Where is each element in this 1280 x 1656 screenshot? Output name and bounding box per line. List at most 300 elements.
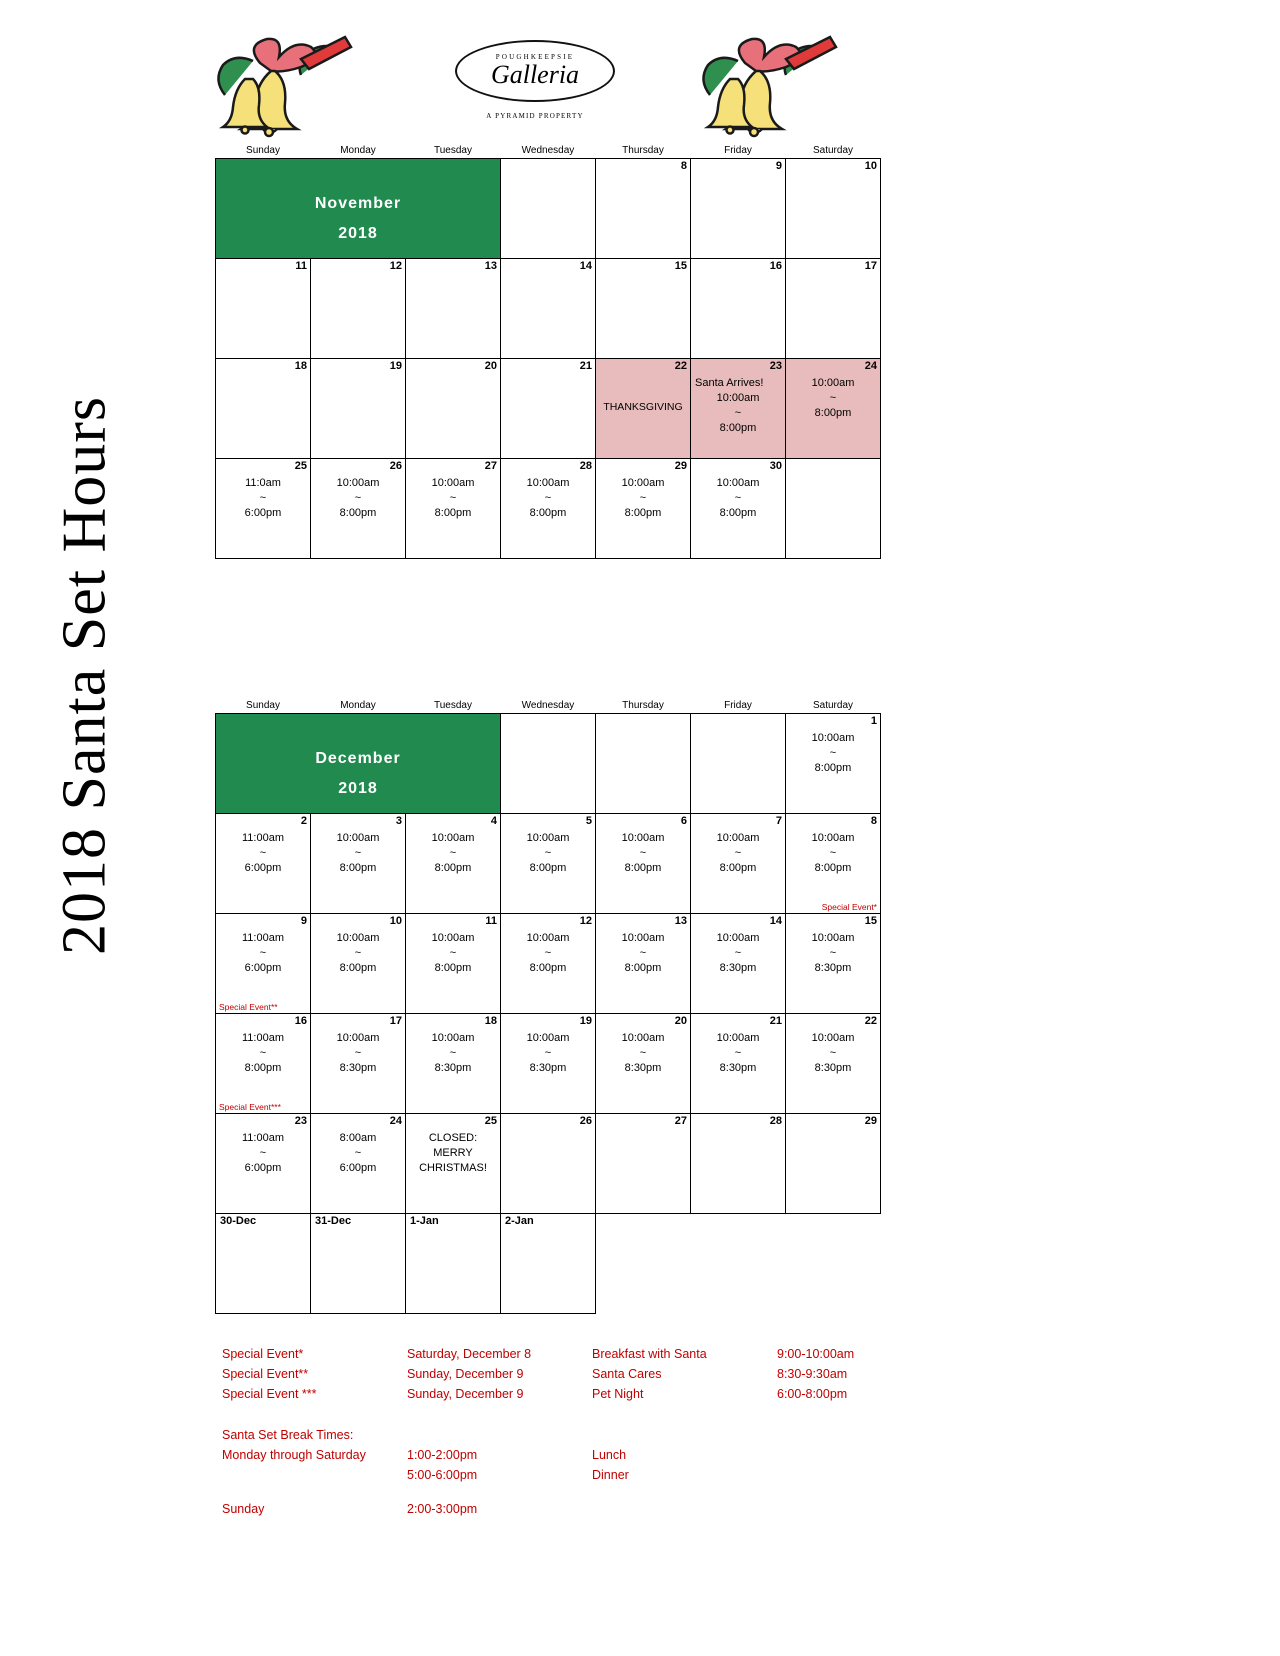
break-extra [777,1446,957,1466]
day-hours-line: 10:00am [716,391,760,404]
calendar-day-cell [406,914,501,1014]
day-number: 3 [395,815,402,827]
day-hours-line: 8:00pm [339,961,377,974]
day-number: 30-Dec [220,1215,257,1227]
day-number: 24 [864,360,877,372]
day-number: 29 [864,1115,877,1127]
legend-date: Saturday, December 8 [407,1347,532,1361]
calendar-day-cell [786,159,881,259]
day-hours [691,1027,785,1076]
legend-row [222,1385,957,1405]
day-hours [786,927,880,976]
day-hours [311,1027,405,1076]
december-calendar [215,700,881,1314]
break-days [222,1466,407,1486]
day-hours-line: ~ [449,846,457,859]
calendar-day-cell [311,914,406,1014]
calendar-week-row [216,814,881,914]
day-hours-line: 8:00pm [814,861,852,874]
calendar-day-cell [786,1014,881,1114]
break-times-row [222,1446,957,1466]
break-time: 1:00-2:00pm [407,1447,478,1462]
day-hours [501,827,595,876]
day-number: 7 [775,815,782,827]
legend-event: Breakfast with Santa [592,1347,707,1361]
day-hours-line: ~ [829,946,837,959]
weekday-saturday: Saturday [812,145,854,156]
calendar-day-cell [216,359,311,459]
day-hours [311,927,405,976]
day-hours [216,827,310,876]
calendar-day-cell [501,1214,596,1314]
calendar-day-cell [786,914,881,1014]
december-table [215,700,881,1314]
day-hours-line: CHRISTMAS! [419,1161,487,1174]
day-hours-line: ~ [734,1046,742,1059]
day-hours [786,1027,880,1076]
day-hours-line: 8:00pm [434,961,472,974]
day-hours-line: 8:00pm [719,506,757,519]
day-hours [406,927,500,976]
break-meal: Dinner [592,1467,629,1482]
logo-oval [455,40,615,102]
day-hours-line: ~ [734,406,742,419]
day-hours [406,472,500,521]
calendar-day-cell [311,359,406,459]
calendar-week-row [216,1014,881,1114]
weekday-thursday: Thursday [622,145,664,156]
day-hours [216,927,310,976]
november-calendar [215,145,881,559]
day-hours-line: 10:00am [431,1032,475,1045]
weekday-tuesday: Tuesday [434,145,472,156]
weekday-thursday: Thursday [622,700,664,711]
christmas-bells-icon-right [690,25,840,140]
day-hours-line: 10:00am [526,1032,570,1045]
day-hours-line: ~ [829,391,837,404]
day-hours-line: 6:00pm [244,506,282,519]
calendar-day-cell [691,459,786,559]
calendar-day-cell [216,1214,311,1314]
day-hours-line: ~ [354,946,362,959]
day-hours-line: ~ [259,846,267,859]
day-hours-line: 8:00pm [719,861,757,874]
weekday-wednesday: Wednesday [521,700,575,711]
galleria-logo [455,40,615,120]
special-event-note: Special Event** [219,1002,278,1012]
day-number: 29 [674,460,687,472]
break-times-row [222,1466,957,1486]
day-hours-line: ~ [544,846,552,859]
calendar-day-cell [596,459,691,559]
month-title-cell [216,714,501,814]
day-number: 10 [389,915,402,927]
month-name [216,714,500,805]
day-number: 23 [769,360,782,372]
day-hours-line: 10:00am [811,932,855,945]
day-number: 13 [674,915,687,927]
legend-spacer-cell [222,1405,957,1425]
calendar-day-cell [786,1214,881,1314]
day-hours-line: ~ [734,846,742,859]
legend-date: Sunday, December 9 [407,1387,524,1402]
calendar-day-cell [786,259,881,359]
day-hours-line: 10:00am [716,477,760,490]
day-hours-line: 6:00pm [244,861,282,874]
header-graphics [0,0,1280,150]
day-hours-line: 8:00pm [244,1061,282,1074]
calendar-day-cell [216,1014,311,1114]
day-hours-line: 10:00am [811,832,855,845]
day-hours [691,372,785,435]
day-number [501,159,595,172]
day-hours [311,1127,405,1176]
day-hours-line: 11:0am [245,477,281,490]
day-hours-line: ~ [449,1046,457,1059]
calendar-day-cell [501,714,596,814]
calendar-day-cell [691,159,786,259]
calendar-day-cell [691,1114,786,1214]
day-hours-line: 8:00pm [529,861,567,874]
weekday-wednesday: Wednesday [521,145,575,156]
weekday-sunday: Sunday [246,145,280,156]
day-hours-line: 10:00am [811,377,855,390]
day-hours-line: ~ [354,491,362,504]
break-days: Sunday [222,1501,265,1516]
day-hours-line: 10:00am [811,1032,855,1045]
day-hours-line: 8:00pm [814,406,852,419]
break-times-row [222,1486,957,1520]
day-number: 18 [484,1015,497,1027]
day-hours [596,927,690,976]
break-time: 5:00-6:00pm [407,1467,478,1482]
logo-sub-text: A PYRAMID PROPERTY [486,112,584,120]
day-hours-line: 8:30pm [339,1061,377,1074]
day-number: 1-Jan [410,1215,439,1227]
calendar-day-cell [501,914,596,1014]
day-number: 9 [300,915,307,927]
calendar-day-cell [501,1014,596,1114]
day-hours-line: 10:00am [811,732,855,745]
break-days: Monday through Saturday [222,1447,366,1462]
calendar-day-cell [501,459,596,559]
break-times-title: Santa Set Break Times: [222,1427,354,1442]
day-number: 19 [389,360,402,372]
legend-label: Special Event* [222,1347,304,1361]
calendar-day-cell [786,714,881,814]
legend-time: 9:00-10:00am [777,1347,855,1361]
day-hours-line: ~ [449,946,457,959]
weekday-monday: Monday [340,700,376,711]
day-number: 25 [294,460,307,472]
weekday-saturday: Saturday [812,700,854,711]
day-number: 10 [864,160,877,172]
day-hours-line: 8:30pm [434,1061,472,1074]
day-number: 23 [294,1115,307,1127]
calendar-day-cell [596,259,691,359]
weekday-header-row [216,700,881,714]
day-hours-line: ~ [354,1046,362,1059]
calendar-day-cell [216,459,311,559]
day-hours-line: 10:00am [621,1032,665,1045]
day-hours [786,372,880,421]
special-event-note: Special Event* [821,902,877,912]
calendar-day-cell [596,1214,691,1314]
day-number: 14 [769,915,782,927]
day-number: 27 [674,1115,687,1127]
day-hours-line: 8:30pm [719,961,757,974]
legend-body [222,1345,957,1520]
legend-label: Special Event *** [222,1387,317,1402]
day-hours-line: 11:00am [242,1132,284,1145]
calendar-day-cell [406,1214,501,1314]
weekday-friday: Friday [724,700,752,711]
day-hours-line: 8:00pm [529,961,567,974]
day-number: 6 [680,815,687,827]
day-hours-line: 10:00am [621,932,665,945]
break-times-title-row [222,1426,957,1446]
day-number: 1 [870,715,877,727]
calendar-day-cell [691,359,786,459]
day-number: 15 [674,260,687,272]
day-hours [406,1127,500,1176]
day-number: 12 [389,260,402,272]
day-hours-line: ~ [829,746,837,759]
calendar-day-cell [786,359,881,459]
calendar-week-row [216,359,881,459]
day-hours-line: 8:30pm [814,1061,852,1074]
day-number: 20 [484,360,497,372]
day-hours-line: ~ [639,946,647,959]
calendar-week-row [216,159,881,259]
calendar-day-cell [311,814,406,914]
day-number: 8 [870,815,877,827]
calendar-day-cell [691,1214,786,1314]
legend-date: Sunday, December 9 [407,1367,524,1382]
calendar-day-cell [596,159,691,259]
day-hours-line: 11:00am [242,932,284,945]
day-hours-line: 8:00pm [719,421,757,434]
day-number [786,1214,881,1227]
november-body [216,159,881,559]
day-hours [596,372,690,414]
day-hours [216,472,310,521]
calendar-day-cell [786,1114,881,1214]
day-hours-line: ~ [734,946,742,959]
day-hours [406,827,500,876]
calendar-day-cell [501,259,596,359]
day-hours-line: 8:00am [339,1132,377,1145]
calendar-day-cell [596,914,691,1014]
logo-top-text: POUGHKEEPSIE [495,53,575,61]
legend-section [222,1345,1022,1520]
day-number: 16 [294,1015,307,1027]
day-hours-line: 6:00pm [244,1161,282,1174]
day-hours [311,472,405,521]
day-hours [786,827,880,876]
day-number: 21 [579,360,592,372]
christmas-bells-icon-left [205,25,355,140]
day-hours-line: ~ [639,1046,647,1059]
day-number: 20 [674,1015,687,1027]
calendar-week-row [216,714,881,814]
day-number [691,1214,786,1227]
weekday-friday: Friday [724,145,752,156]
day-hours-line: 10:00am [621,477,665,490]
day-hours-line: 10:00am [716,932,760,945]
day-hours [216,1027,310,1076]
calendar-day-cell [596,714,691,814]
calendar-day-cell [786,814,881,914]
calendar-day-cell [216,914,311,1014]
day-hours-line: 11:00am [242,1032,284,1045]
day-number [786,459,880,472]
day-hours [501,927,595,976]
calendar-day-cell [311,459,406,559]
day-number [596,1214,691,1227]
calendar-day-cell [501,359,596,459]
day-number: 22 [674,360,687,372]
legend-time: 6:00-8:00pm [777,1387,848,1402]
legend-time: 8:30-9:30am [777,1367,848,1382]
calendar-week-row [216,259,881,359]
calendar-week-row [216,459,881,559]
calendar-day-cell [406,459,501,559]
day-hours-line: 10:00am [621,832,665,845]
day-hours-line: ~ [354,1146,362,1159]
day-number: 21 [769,1015,782,1027]
page-title: 2018 Santa Set Hours [50,395,119,956]
break-meal [592,1486,777,1520]
calendar-day-cell [691,914,786,1014]
legend-label: Special Event** [222,1367,309,1382]
calendar-day-cell [406,1114,501,1214]
logo-main-text: Galleria [490,60,580,89]
day-number: 11 [485,915,497,927]
day-hours-line: 10:00am [336,1032,380,1045]
legend-event: Santa Cares [592,1367,662,1382]
day-hours-line: ~ [639,491,647,504]
day-number: 26 [579,1115,592,1127]
day-hours-line: 8:00pm [339,861,377,874]
day-number [596,714,690,727]
day-hours-line: 8:00pm [624,961,662,974]
calendar-day-cell [406,259,501,359]
calendar-day-cell [691,714,786,814]
day-number: 25 [484,1115,497,1127]
day-hours-line: 8:00pm [624,506,662,519]
day-hours-line: ~ [449,491,457,504]
calendar-day-cell [311,259,406,359]
day-number: 28 [579,460,592,472]
day-number: 5 [585,815,592,827]
day-hours [501,472,595,521]
day-hours [691,472,785,521]
day-number: 17 [389,1015,402,1027]
calendar-day-cell [216,814,311,914]
day-hours-line: ~ [544,491,552,504]
day-number: 14 [579,260,592,272]
day-number: 16 [769,260,782,272]
calendar-day-cell [406,359,501,459]
day-hours [311,827,405,876]
special-event-note: Special Event*** [219,1102,281,1112]
legend-row [222,1345,957,1365]
day-hours-line: 8:00pm [814,761,852,774]
calendar-day-cell [691,1014,786,1114]
day-number: 12 [579,915,592,927]
day-number [501,714,595,727]
day-hours-line: 10:00am [431,832,475,845]
day-hours-line: ~ [259,1046,267,1059]
day-hours-line: Santa Arrives! [695,377,764,390]
day-number: 2-Jan [505,1215,534,1227]
day-hours-line: ~ [259,491,267,504]
legend-spacer [222,1405,957,1425]
day-hours [691,927,785,976]
day-hours-line: 8:30pm [624,1061,662,1074]
day-number: 19 [579,1015,592,1027]
month-year-text: 2018 [338,225,378,243]
day-hours [596,827,690,876]
day-number: 9 [775,160,782,172]
day-hours-line: 8:30pm [814,961,852,974]
month-title-cell [216,159,501,259]
day-hours-line: ~ [829,1046,837,1059]
calendar-day-cell [596,1014,691,1114]
weekday-header-row [216,145,881,159]
calendar-week-row [216,914,881,1014]
day-hours-line: ~ [259,946,267,959]
calendar-day-cell [311,1114,406,1214]
day-number: 18 [294,360,307,372]
day-number: 30 [769,460,782,472]
december-body [216,714,881,1314]
day-hours-line: 10:00am [336,477,380,490]
day-hours-line: 8:30pm [529,1061,567,1074]
day-hours-line: ~ [259,1146,267,1159]
day-number: 31-Dec [315,1215,352,1227]
day-number: 15 [864,915,877,927]
day-hours [501,1027,595,1076]
calendar-day-cell [406,814,501,914]
month-name-text: November [314,195,402,212]
legend-table [222,1345,957,1520]
day-number: 27 [484,460,497,472]
day-number [691,714,785,727]
calendar-day-cell [786,459,881,559]
day-hours-line: 8:00pm [434,506,472,519]
day-hours-line: CLOSED: [428,1132,478,1145]
day-hours-line: 10:00am [336,932,380,945]
calendar-day-cell [691,814,786,914]
day-number: 2 [300,815,307,827]
day-number: 8 [680,160,687,172]
calendar-day-cell [311,1214,406,1314]
calendar-day-cell [501,814,596,914]
day-hours [596,472,690,521]
day-hours-line: 10:00am [526,932,570,945]
calendar-day-cell [596,1114,691,1214]
calendar-day-cell [596,814,691,914]
calendar-day-cell [596,359,691,459]
day-hours-line: ~ [734,491,742,504]
calendar-day-cell [501,159,596,259]
november-table [215,145,881,559]
day-hours-line: 10:00am [526,477,570,490]
break-extra [777,1466,957,1486]
calendar-day-cell [216,1114,311,1214]
